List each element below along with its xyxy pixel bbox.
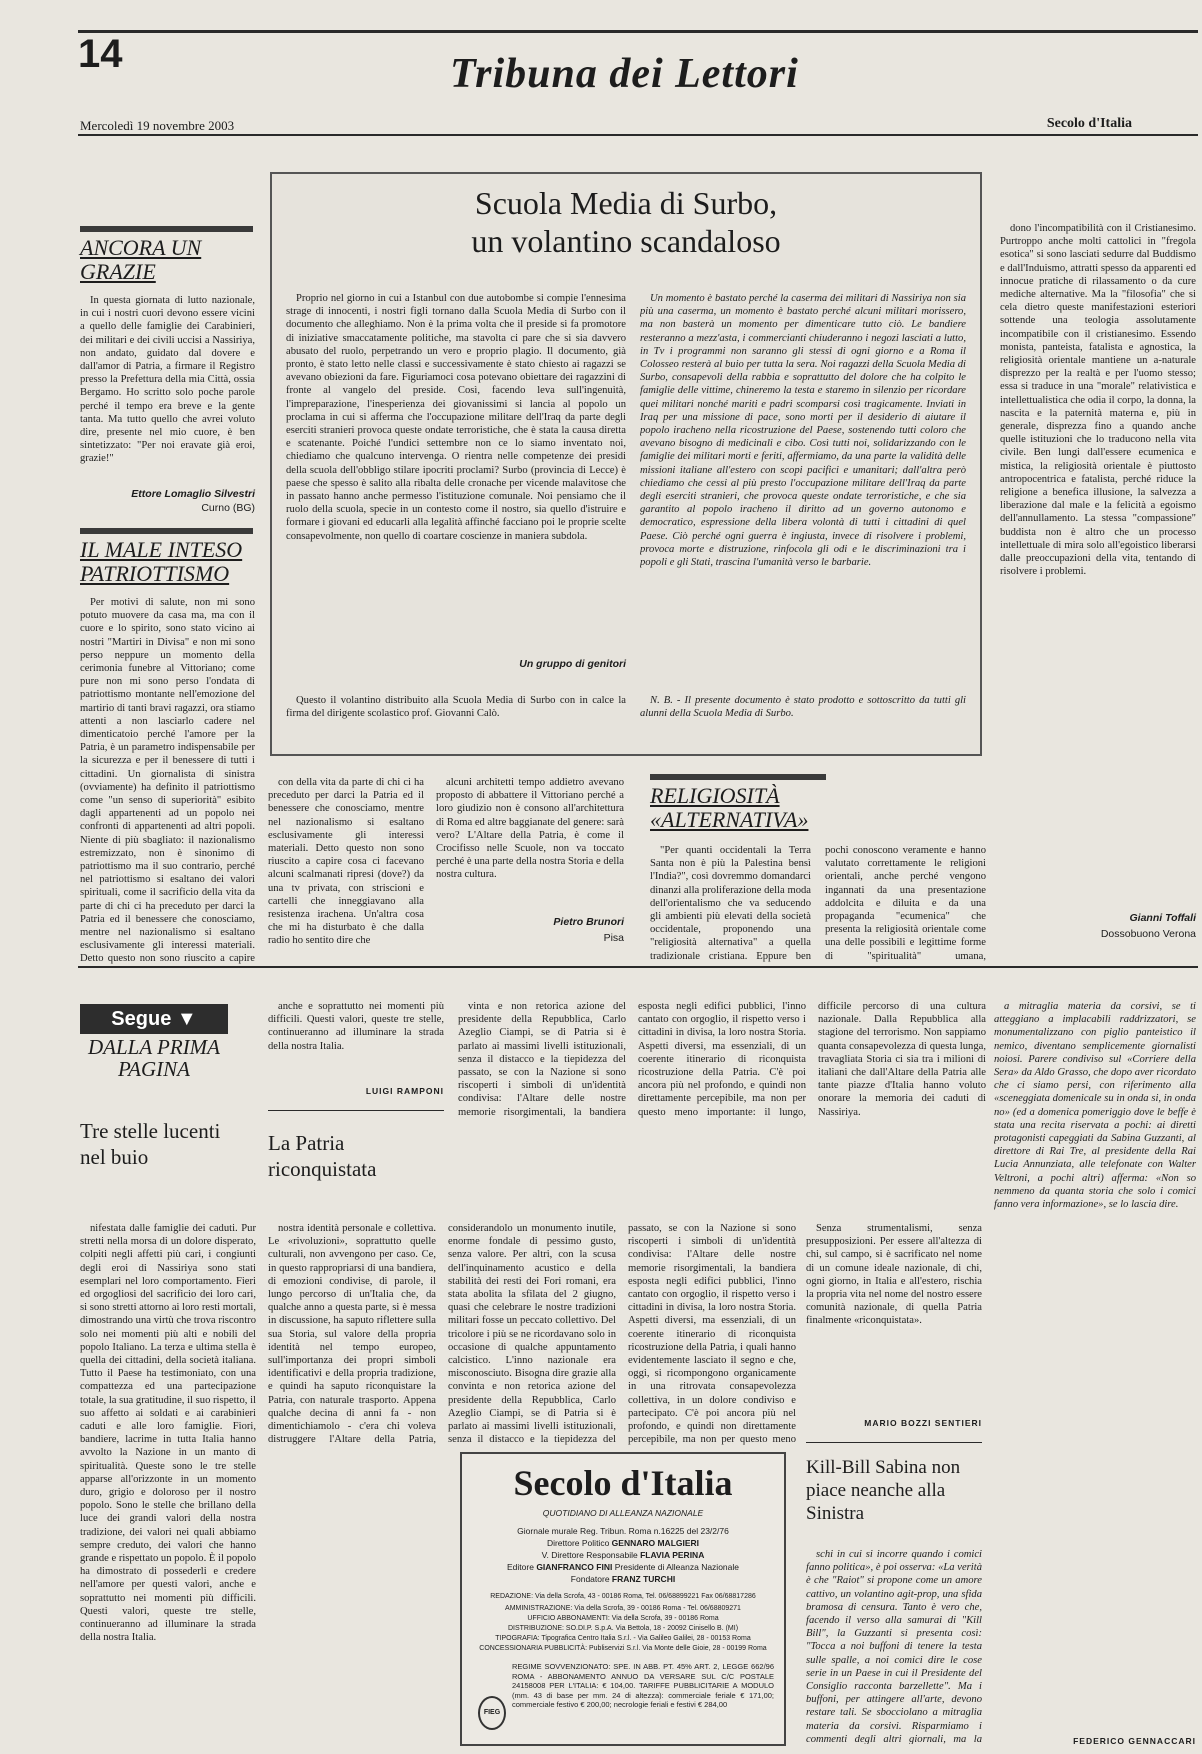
article-body: nostra identità personale e collettiva. Le «rivoluzioni», soprattutto quelle culturali, non avvengono per caso. Ce, in questo rappropriarsi di una bandiera, di emozioni condivise, di parole, il lungo percorso di un'Italia che, da qualche anno a questa parte, si è messa in discussione, ha saputo riflettere sulla sua Storia, sul valore della propria identità nel tempo europeo, sull'importanza dei propri simboli identificativi e della propria tradizione, e quindi ha saputo riconquistare la Patria, con naturale trasporto. Appena qualche decina di anni fa - non dimentichiamolo - c'era chi voleva distruggere l'Altare della Patria, considerandolo un monumento inutile, enorme fondale di pessimo gusto, senza valore. Per altri, con la scusa dell'inquinamento acustico e della stabilità dei resti dei Fori romani, era stata abolita la sfilata del 2 giugno, quasi che celebrare le nostre tradizioni militari fosse un peccato collettivo. Del tricolore i più se ne ricordavano solo in occasione di qualche appuntamento calcistico. L'inno nazionale era misconosciuto. Bisogna dire grazie alla convinta e non retorica azione del presidente della Repubblica, Carlo Azeglio Ciampi, se di Patria si è parlato ai massimi livelli istituzionali, senza il distacco e la tiepidezza del passato, se con la Nazione si sono riscoperti i simboli di un'identità condivisa: l'Altare delle nostre memorie risorgimentali, la bandiera esposta negli edifici pubblici, l'inno cantato con orgoglio, il rispetto verso i cittadini in divisa, la loro nostra Storia. Aspetti diversi, ma essenziali, di un coerente itinerario di riconquista ricostruzione della Patria, i quali hanno evidentemente lasciato il segno e che, oggi, si ricompongono organicamente in una ritrovata consapevolezza collettiva, in un dolore condiviso e partecipato. C'è poi ancora più nel profondo, e quindi non direttamente percepibile, ma non per questo meno [268, 1223, 796, 1446]
masthead-registration: Giornale murale Reg. Tribun. Roma n.16225 del 23/2/76 [517, 1526, 729, 1536]
letter-body-cont: alcuni architetti tempo addietro avevano proposto di abbattere il Vittoriano perché a loro giudizio non è consono all'architettura di Roma ed altre baggianate del genere: sarà vero? L'Altare della Patria, è come il Crocifisso nelle Scuole, non va toccato perché è una parte della nostra Storia e della nostra cultura. [436, 777, 624, 881]
letter-kicker: ANCORA UN GRAZIE [80, 235, 202, 284]
masthead-concessionaria: CONCESSIONARIA PUBBLICITÀ: Publiservizi S.r.l. Via Monte delle Gioie, 28 - 00199 Roma [479, 1645, 767, 1652]
masthead-subtitle: QUOTIDIANO DI ALLEANZA NAZIONALE [542, 1508, 704, 1518]
masthead-director: Direttore Politico GENNARO MALGIERI [546, 1538, 700, 1548]
article-headline: La Patria riconquistata [268, 1131, 377, 1181]
feature-title-2: un volantino scandaloso [471, 223, 781, 259]
section-rule [78, 966, 1198, 968]
article-headline: Kill-Bill Sabina non piace neanche alla Sinistra [806, 1457, 961, 1524]
article-headline: Tre stelle lucenti nel buio [80, 1119, 221, 1169]
letter-author: Gianni Toffali [1129, 912, 1196, 924]
letter-place: Dossobuono Verona [1100, 928, 1196, 940]
masthead-redazione: REDAZIONE: Via della Scrofa, 43 - 00186 Roma, Tel. 06/68899221 Fax 06/68817286 [490, 1593, 756, 1600]
kicker-bar [80, 528, 253, 534]
top-rule [78, 30, 1198, 33]
article-rule [268, 1110, 444, 1111]
masthead-subscription: REGIME SOVVENZIONATO: SPE. IN ABB. PT. 45% ART. 2, LEGGE 662/96 ROMA - ABBONAMENTO ANNUO DA VERSARE SUL C/C POSTALE 24158008 PER L'ITALIA: € 104,00. TARIFFE PUBBLICITARIE A MODULO (mm. 43 di base per mm. 24 di altezza): commerciale feriale € 171,00; commerciale festivo € 200,00; necrologie feriali e festivi € 284,00 [512, 1662, 774, 1709]
letter-author: Ettore Lomaglio Silvestri [131, 488, 255, 500]
segue-subtitle: DALLA PRIMA PAGINA [87, 1035, 221, 1081]
masthead-editor: Editore GIANFRANCO FINI Presidente di Alleanza Nazionale [507, 1562, 739, 1572]
article-body-end: anche e soprattutto nei momenti più difficili. Questi valori, queste tre stelle, continueranno ad illuminare la strada della nostra Italia. [268, 1001, 444, 1052]
letter-body: Per motivi di salute, non mi sono potuto muovere da casa ma, ma con il cuore e lo spirito, sono stato vicino ai nostri "Martiri in Divisa" e non mi sono perso neppure un momento della cerimonia funebre al Vittoriano; come pure non mi sono perso l'ondata di patriottismo montante nell'emozione del martirio di tanti bravi ragazzi, ora stiamo attenti a non lasciarlo cadere nel dimenticatoio perché l'amore per la Patria, è un parametro indispensabile per la sicurezza e per il benessere di tutti i cittadini. Un giornalista di sinistra (ovviamente) ha definito il patriottismo come "un senso di superiorità" esibito dagli appartenenti ad un popolo nei confronti di appartenenti ad altri popoli. Niente di più sbagliato: il nazionalismo estremizzato, non è sinonimo di patriottismo ma il suo contrario, perché nel patriottismo si esaltano dei valori spirituali, come il sacrificio della vita da parte di chi ci ha preceduto per darci la Patria ed il benessere che conosciamo, mentre nel nazionalismo si esaltano esclusivamente gli interessi materiali. Detto questo non sono riuscito a capire [80, 597, 255, 965]
feature-col-2: Un momento è bastato perché la caserma dei militari di Nassiriya non sia più una caserma, un momento è bastato perché alcuni militari morissero, ma non basterà un momento per dimenticare tutto ciò. Le bandiere resteranno a mezz'asta, i commercianti chiuderanno i negozi lasciati a lutto, in Tv i programmi non saranno gli stessi di ogni giorno e a Roma il Colosseo resterà al buio per tutta la sera. Noi ragazzi della Scuola Media di Surbo, consapevoli della rabbia e soprattutto del dolore che ha colpito le famiglie delle vittime, chineremo la testa e staremo in silenzio per ricordare quei militari nonché mariti e padri scomparsi così tragicamente. Inviati in Iraq per una missione di pace, sono morti per il desiderio di aiutare il popolo iracheno nella ricostruzione del Paese, sostenendo tutti coloro che avevano bisogno di medicinali e cibo. Così tutti noi, solidarizzando con le famiglie dei militari morti e feriti, affermiamo, da una parte la validità delle missioni italiane all'estero con scopi pacifici e umanitari; dall'altra però chiediamo che cessi al più presto l'occupazione militare dell'Iraq da parte degli eserciti stranieri, che provoca queste ondate terroristiche, e che sia garantito al popolo iracheno il diritto ad un governo autonomo e democratico, espressione della libera volontà di tutti i cittadini di quel Paese. Ciò perché ogni guerra è ingiusta, invece di risolvere i problemi, provoca morte e distruzione, rinfocola gli odi e le discriminazioni tra i popoli e gli Stati, trascina l'umanità verso le barbarie. [640, 293, 966, 569]
header-rule [78, 134, 1198, 136]
masthead-founder: Fondatore FRANZ TURCHI [570, 1574, 676, 1584]
feature-col-1: Proprio nel giorno in cui a Istanbul con due autobombe si compie l'ennesima strage di innocenti, i nostri figli tornano dalla Scuola Media di Surbo con il documento che alleghiamo. Non è la prima volta che il preside si fa promotore di iniziative smaccatamente politiche, ma stavolta ci pare che si sia davvero abusato del ruolo, perpetrando un vero e proprio plagio. Il documento, già pronto, è stato letto nelle classi e successivamente è stato chiesto ai ragazzi se avevano obiezioni da fare. Figuriamoci cosa potevano obiettare dei ragazzini di fronte al vangelo del preside. Così, facendo leva sull'ingenuità, l'impreparazione, l'inesperienza dei giovanissimi si lancia al popolo un proclama in cui si afferma che l'occupazione militare dell'Iraq da parte degli eserciti stranieri provoca queste ondate terroristiche, che è stata la causa diretta e scatenante. Poiché l'undici settembre non ce lo siamo inventato noi, chiediamo che qualcuno intervenga. O rientra nelle competenze dei presidi della scuola dell'obbligo stilare ipocriti proclami? Surbo (provincia di Lecce) è paese che spesso è salito alla ribalta delle cronache per vicende malavitose che in passato hanno anche permesso l'istituzione comunale. Noi pensiamo che il ruolo della scuola, specie in un contesto come il nostro, sia quello d'istruire e formare i giovani ed educarli alla legalità affinché facciano poi le proprie scelte consapevolmente, non quello di coartare coscienze in maniera subdola. [286, 293, 626, 542]
article-author: LUIGI RAMPONI [365, 1086, 444, 1096]
article-body-top: vinta e non retorica azione del presidente della Repubblica, Carlo Azeglio Ciampi, se di Patria si è parlato ai massimi livelli istituzionali, senza il distacco e la tiepidezza del passato, se con la Nazione si sono riscoperti i simboli di un'identità condivisa: l'Altare delle nostre memorie risorgimentali, la bandiera esposta negli edifici pubblici, l'inno cantato con orgoglio, il rispetto verso i cittadini in divisa, la loro nostra Storia. Aspetti diversi, ma essenziali, di un coerente itinerario di riconquista ricostruzione della Patria. C'è poi ancora più nel profondo, e quindi non direttamente percepibile, ma non per questo meno importante: il lungo, difficile percorso di una cultura nazionale. Dalla Repubblica alla stagione del terrorismo. Non sappiamo quanta consapevolezza di questa lunga, travagliata Storia ci sia tra i milioni di italiani che dall'Altare della Patria alle tante piazze d'Italia hanno voluto onorare la memoria dei caduti di Nassiriya. [458, 1001, 986, 1118]
fieg-logo: FIEG [478, 1696, 506, 1730]
feature-title-1: Scuola Media di Surbo, [474, 185, 778, 221]
letter-place: Curno (BG) [201, 502, 255, 514]
feature-box [270, 172, 982, 756]
kicker-bar [650, 774, 826, 780]
kicker-bar [80, 226, 253, 232]
letter-kicker: RELIGIOSITÀ «ALTERNATIVA» [650, 783, 809, 832]
letter-body: "Per quanti occidentali la Terra Santa non è più la Palestina bensì l'India?", così dovremmo domandarci dinanzi alla proliferazione della moda dell'orientalismo che va seducendo gli ambienti più elevati della società occidentale, proponendo una "religiosità alternativa" a quella tradizionale cristiana. Eppure ben pochi conoscono veramente e hanno valutato correttamente le religioni orientali, anche perché vengono ingannati da una presentazione addolcita e diluita e da una propaganda "ecumenica" che presenta la religiosità orientale come una delle possibili e legittime forme di "spiritualità" umana, [650, 845, 986, 962]
letter-body: In questa giornata di lutto nazionale, in cui i nostri cuori devono essere vicini a quello delle famiglie dei Carabinieri, dei militari e dei civili uccisi a Nassiriya, non andato, guidato dal dovere e dall'amor di Patria, a firmare il Registro presso la Prefettura della mia Città, ossia Bergamo. Ho scritto solo poche parole perché il tempo era breve e la gente tanta. Ma tutto quello che avrei voluto dire, presente nel mio cuore, è ben sintetizzato: "Per noi eravate già eroi, grazie!" [80, 295, 255, 465]
article-rule [806, 1442, 982, 1443]
article-body-end: Senza strumentalismi, senza presupposizioni. Per essere all'altezza di chi, sul campo, si è sacrificato nel nome di un comune ideale nazionale, di chi, ogni giorno, in Italia e all'estero, rischia la propria vita nel nome del nostro essere comunità nazionale, di quella Patria finalmente «riconquistata». [806, 1223, 982, 1327]
masthead-vice: V. Direttore Responsabile FLAVIA PERINA [541, 1550, 705, 1560]
letter-body-cont: con della vita da parte di chi ci ha preceduto per darci la Patria ed il benessere che conosciamo, mentre nel nazionalismo si esaltano esclusivamente gli interessi materiali. Detto questo non sono riuscito a capire cosa ci facevano alcuni scalmanati ripresi (dove?) da una tv privata, con striscioni e cartelli che inneggiavano alla resistenza irachena. Un'altra cosa che mi ha disturbato è che dalla radio ho sentito dire che [268, 777, 424, 947]
article-author: MARIO BOZZI SENTIERI [864, 1418, 982, 1428]
article-body: nifestata dalle famiglie dei caduti. Pur stretti nella morsa di un dolore disperato, colpiti negli affetti più cari, i congiunti degli eroi di Nassiriya sono stati esemplari nel loro comportamento. Fieri ed orgogliosi del sacrificio dei loro cari, si sono stretti attorno ai loro resti mortali, dimostrando una virtù che trova riscontro solo nei momenti più alti e nobili del popolo Italiano. La terza e ultima stella è quella dei cittadini, della società italiana. Tutto il Paese ha testimoniato, con una compattezza ed una partecipazione totale, la sua gratitudine, il suo rispetto, il suo affetto ai soldati e ai carabinieri caduti e alle loro famiglie. Fiori, bandiere, lacrime in tutta Italia hanno avvolto la Nazione in un manto di spiritualità. Queste sono le tre stelle apparse all'orizzonte in un momento duro, grigio e doloroso per il nostro popolo. Sono le stelle che brillano della luce dei grandi valori della nostra tradizione, dei valori nei quali abbiamo sempre creduto, dei valori che hanno grande e rispettato un popolo. È il popolo ha dimostrato di possederli e credere nell'amore per questi valori, anche e soprattutto nei momenti più difficili. Questi valori, queste tre stelle, continueranno ad illuminare la strada della nostra Italia. [80, 1223, 256, 1644]
letter-place: Pisa [603, 932, 624, 944]
article-author: FEDERICO GENNACCARI [1073, 1736, 1196, 1746]
masthead-amministrazione: AMMINISTRAZIONE: Via della Scrofa, 39 - 00186 Roma - Tel. 06/68809271 [505, 1605, 741, 1612]
section-title: Tribuna dei Lettori [450, 51, 799, 97]
feature-footnote: Questo il volantino distribuito alla Scuola Media di Surbo con in calce la firma del dirigente scolastico prof. Giovanni Calò. [286, 695, 626, 720]
article-body: schi in cui si incorre quando i comici fanno politica», è poi osserva: «La verità è che "Raiot" si propone come un amore cattivo, un volantino agit-prop, una sfida bramosa di censura. Tanto è vero che, facendo il verso alla samurai di "Kill Bill", la Guzzanti si presenta così: "Tocca a noi buffoni di tenere la testa sulle spalle, a noi comici dire le cose serie in un Paese in cui il Presidente del Consiglio racconta barzellette". Ma i buffoni, per attingere all'arte, devono restare tali. Se sbocciolano a mitraglia materia da corsivi. Risparmiamo i commenti degli altri giornali, ma la [806, 1549, 982, 1744]
feature-signature: Un gruppo di genitori [519, 658, 626, 670]
masthead-title: Secolo d'Italia [513, 1463, 733, 1503]
feature-nb: N. B. - Il presente documento è stato prodotto e sottoscritto da tutti gli alunni della Scuola Media di Surbo. [640, 695, 966, 720]
letter-author: Pietro Brunori [553, 916, 624, 928]
page-number: 14 [78, 32, 123, 76]
date-line: Mercoledì 19 novembre 2003 [80, 118, 235, 133]
letter-kicker: IL MALE INTESO PATRIOTTISMO [80, 537, 243, 586]
segue-badge: Segue ▼ [80, 1004, 228, 1034]
masthead-box [460, 1452, 786, 1746]
article-body-cont: a mitraglia materia da corsivi, se ti atteggiano a implacabili raddrizzatori, se monumentalizzano con piglio panteistico il nemico, diventano semplicemente giornalisti noiosi. Parere condiviso sul «Corriere della Sera» da Aldo Grasso, che dopo aver ricordato che ci siamo persi, con riferimento alla «sceneggiata domenicale su in onda si, in onda no» (ed a domenica pomeriggio dove le beffe è stata una recita riservata a pochi: ai diretti protagonisti capeggiati da Sabina Guzzanti, al direttore di Rai Tre, al presidente della Rai Lucia Annunziata, alle telefonate con Walter Veltroni, a pochi altri) afferma: «Non so nemmeno da quanta storia che solo i comici fanno vera informazione», se lo lascia dire. [994, 1001, 1196, 1211]
right-column-body: dono l'incompatibilità con il Cristianesimo. Purtroppo anche molti cattolici in "fregola esotica" si sono lasciati sedurre dal Buddismo e dall'Induismo, attratti spesso da apparenti ed innocue pratiche di rilassamento o da cure mediche alternative. Ma la "filosofia" che si cela dietro queste manifestazioni esteriori sottende una teologia assolutamente incompatibile con il cristianesimo. Essendo monista, panteista, fatalista e agnostica, la religiosità orientale mantiene un a-naturale disprezzo per la realtà e per l'uomo stesso; essa si traduce in una "morale" relativistica e intellettualistica che odia il corpo, la donna, la nascita e la paternità materna e, più in generale, disprezza fino a quando anche quelle istituzioni che lo traducono nella vita civile. Ben lungi dall'essere ecumenica e mistica, la religiosità orientale è piuttosto antropocentrica e fatalista, perché riduce la religione a benefica illusione, la salvezza a liberazione dal male e la felicità a egoismo dell'annullamento. La stessa "compassione" buddista non è altro che un processo intellettuale di mira solo all'egoistico liberarsi dalle preoccupazioni della vita, tentando di risolvere i problemi. [1000, 223, 1196, 578]
masthead-distribuzione: DISTRIBUZIONE: SO.DI.P. S.p.A. Via Bettola, 18 - 20092 Cinisello B. (MI) [507, 1625, 739, 1632]
masthead-ufficio: UFFICIO ABBONAMENTI: Via della Scrofa, 39 - 00186 Roma [527, 1615, 719, 1622]
masthead-small: Secolo d'Italia [1046, 116, 1132, 131]
masthead-stampa: TIPOGRAFIA: Tipografica Centro Italia S.r.l. - Via Galileo Galilei, 28 - 00153 Roma [495, 1635, 751, 1642]
